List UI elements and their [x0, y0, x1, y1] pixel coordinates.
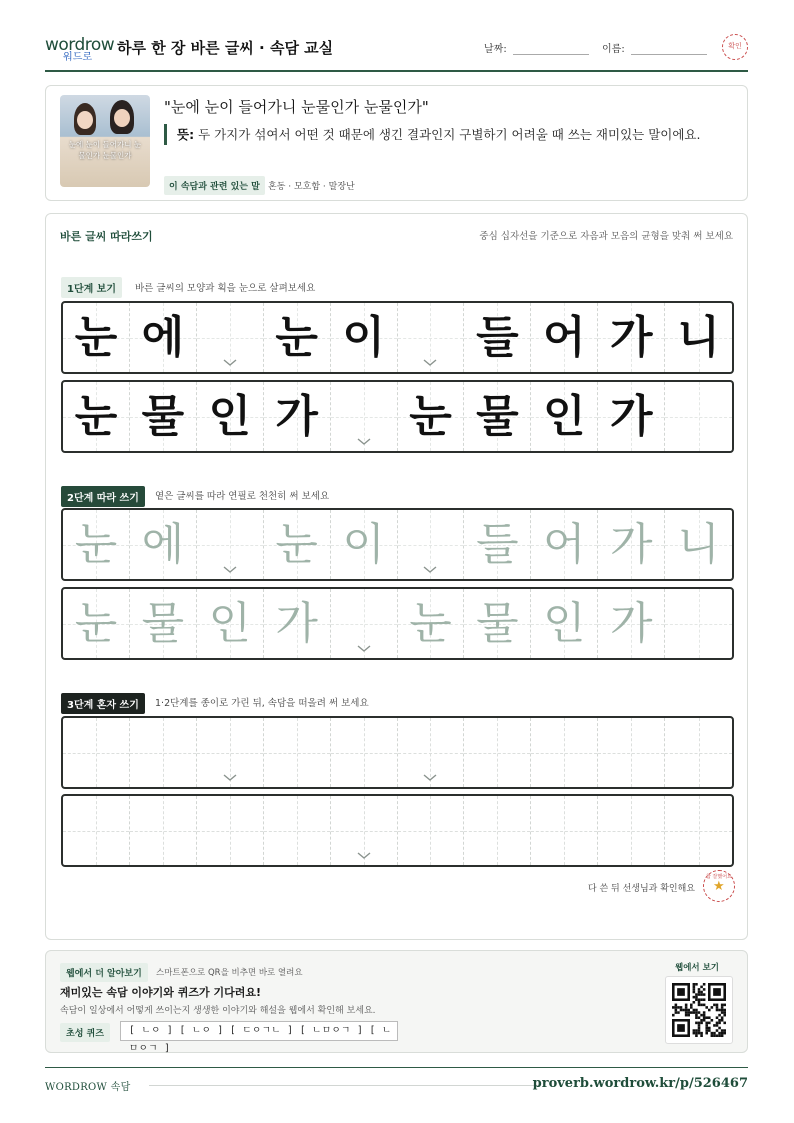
grid-cell[interactable] — [665, 510, 732, 579]
grid-character: 니 — [677, 518, 720, 570]
meaning-text: 두 가지가 섞여서 어떤 것 때문에 생긴 결과인지 구별하기 어려울 때 쓰는 재미있는 말이에요. — [198, 127, 701, 142]
grid-cell[interactable] — [264, 796, 331, 865]
step2-tag: 2단계 따라 쓰기 — [61, 486, 145, 507]
grid-cell — [531, 303, 598, 372]
step3-row-1[interactable] — [61, 716, 734, 789]
illustration-face-boy — [114, 109, 130, 127]
space-mark-icon — [357, 438, 371, 445]
footer-brand: WORDROW 속담 — [45, 1082, 131, 1093]
grid-character: 인 — [208, 390, 252, 442]
illustration-caption: 눈에 눈이 들어가니 눈물인가 눈물인가 — [68, 140, 142, 160]
grid-cell[interactable] — [264, 510, 331, 579]
practice-title: 바른 글씨 따라쓰기 — [60, 230, 153, 243]
step2-desc: 옅은 글씨를 따라 연필로 천천히 써 보세요 — [155, 491, 330, 502]
proverb-text: "눈에 눈이 들어가니 눈물인가 눈물인가" — [164, 98, 429, 116]
grid-character: 어 — [543, 311, 586, 363]
illustration-face-girl — [77, 111, 93, 129]
grid-cell — [598, 382, 665, 451]
grid-character: 물 — [141, 390, 185, 442]
grid-character: 가 — [609, 518, 653, 570]
grid-character: 에 — [141, 311, 185, 363]
star-icon: ★ — [713, 879, 725, 894]
grid-cell — [331, 382, 398, 451]
grid-cell[interactable] — [398, 796, 465, 865]
grid-cell[interactable] — [598, 796, 665, 865]
date-label: 날짜: — [484, 44, 507, 55]
meaning-label: 뜻: — [177, 127, 195, 142]
grid-character: 눈 — [275, 518, 318, 570]
space-mark-icon — [223, 774, 237, 781]
web-more-tag: 웹에서 더 알아보기 — [60, 963, 148, 982]
grid-cell — [264, 382, 331, 451]
grid-cell[interactable] — [531, 589, 598, 658]
grid-cell — [464, 382, 531, 451]
grid-cell[interactable] — [598, 718, 665, 787]
grid-cell[interactable] — [197, 510, 264, 579]
grid-character: 들 — [476, 311, 519, 363]
grid-character: 눈 — [74, 518, 118, 570]
grid-cell[interactable] — [130, 589, 197, 658]
grid-cell — [598, 303, 665, 372]
grid-cell[interactable] — [197, 796, 264, 865]
space-mark-icon — [423, 566, 437, 573]
grid-character: 눈 — [275, 311, 318, 363]
grid-cell[interactable] — [331, 510, 398, 579]
grid-character: 이 — [342, 518, 385, 570]
step2-row-2[interactable] — [61, 587, 734, 660]
meaning-block — [164, 124, 734, 145]
well-done-stamp — [703, 870, 735, 902]
confirm-stamp: 확인 — [722, 34, 748, 60]
grid-cell[interactable] — [130, 510, 197, 579]
grid-cell — [398, 303, 465, 372]
step3-desc: 1·2단계를 종이로 가린 뒤, 속담을 떠올려 써 보세요 — [155, 698, 369, 709]
grid-character: 물 — [476, 390, 519, 442]
grid-character: 어 — [543, 518, 586, 570]
grid-cell[interactable] — [464, 510, 531, 579]
grid-cell[interactable] — [63, 796, 130, 865]
web-more-hint: 스마트폰으로 QR을 비추면 바로 열려요 — [156, 968, 303, 978]
wordrow-logo — [45, 35, 115, 63]
grid-cell[interactable] — [130, 796, 197, 865]
grid-cell — [63, 303, 130, 372]
step1-row-2 — [61, 380, 734, 453]
footer-rule — [149, 1085, 539, 1086]
page-title: 하루 한 장 바른 글씨 · 속담 교실 — [117, 39, 334, 57]
initial-quiz: [ ㄴㅇ ] [ ㄴㅇ ] [ ㄷㅇㄱㄴ ] [ ㄴㅁㅇㄱ ] [ ㄴㅁㅇㄱ ] — [120, 1021, 398, 1041]
grid-cell — [665, 382, 732, 451]
grid-cell[interactable] — [197, 718, 264, 787]
qr-code-icon — [672, 983, 726, 1037]
grid-cell — [398, 382, 465, 451]
grid-character: 들 — [476, 518, 519, 570]
grid-cell[interactable] — [398, 718, 465, 787]
practice-section — [45, 213, 748, 940]
step2-row-1[interactable] — [61, 508, 734, 581]
grid-cell[interactable] — [531, 510, 598, 579]
grid-cell[interactable] — [398, 510, 465, 579]
grid-cell[interactable] — [665, 796, 732, 865]
grid-cell — [531, 382, 598, 451]
grid-cell — [331, 303, 398, 372]
grid-character: 눈 — [74, 390, 118, 442]
grid-cell[interactable] — [331, 718, 398, 787]
logo-subtext: 워드로 — [63, 52, 92, 63]
qr-code[interactable] — [665, 976, 733, 1044]
grid-character: 눈 — [74, 597, 118, 649]
grid-character: 눈 — [409, 390, 452, 442]
name-label: 이름: — [602, 44, 625, 55]
quiz-tag: 초성 퀴즈 — [60, 1023, 110, 1042]
grid-cell[interactable] — [464, 796, 531, 865]
page-header — [45, 30, 748, 72]
grid-cell[interactable] — [598, 589, 665, 658]
grid-cell[interactable] — [331, 796, 398, 865]
practice-hint: 중심 십자선을 기준으로 자음과 모음의 균형을 맞춰 써 보세요 — [479, 231, 733, 242]
grid-cell[interactable] — [331, 589, 398, 658]
grid-character: 가 — [275, 597, 318, 649]
grid-cell[interactable] — [264, 718, 331, 787]
grid-cell[interactable] — [398, 589, 465, 658]
grid-cell[interactable] — [531, 796, 598, 865]
step3-tag: 3단계 혼자 쓰기 — [61, 693, 145, 714]
grid-cell[interactable] — [264, 589, 331, 658]
space-mark-icon — [357, 645, 371, 652]
grid-cell — [264, 303, 331, 372]
date-field[interactable] — [484, 40, 589, 55]
name-line[interactable] — [631, 45, 707, 55]
grid-cell[interactable] — [63, 589, 130, 658]
grid-cell[interactable] — [598, 510, 665, 579]
grid-cell[interactable] — [197, 589, 264, 658]
grid-cell[interactable] — [464, 589, 531, 658]
step3-row-2[interactable] — [61, 794, 734, 867]
well-done-stamp-text: 참 잘했어요 — [706, 874, 732, 880]
grid-cell[interactable] — [464, 718, 531, 787]
grid-cell — [130, 303, 197, 372]
space-mark-icon — [357, 852, 371, 859]
grid-character: 인 — [208, 597, 252, 649]
grid-character: 가 — [609, 390, 653, 442]
step1-desc: 바른 글씨의 모양과 획을 눈으로 살펴보세요 — [135, 283, 316, 294]
grid-character: 에 — [141, 518, 185, 570]
grid-cell — [665, 303, 732, 372]
grid-character: 가 — [275, 390, 318, 442]
page-footer — [45, 1067, 748, 1093]
grid-cell[interactable] — [63, 510, 130, 579]
grid-cell — [197, 303, 264, 372]
logo-text: wordrow — [45, 35, 115, 55]
related-tag: 이 속담과 관련 있는 말 — [164, 176, 265, 195]
grid-character: 가 — [609, 597, 653, 649]
proverb-card — [45, 85, 748, 201]
web-headline: 재미있는 속담 이야기와 퀴즈가 기다려요! — [60, 986, 261, 999]
web-more-box — [45, 950, 748, 1053]
proverb-illustration — [60, 95, 150, 187]
grid-character: 물 — [476, 597, 519, 649]
grid-character: 니 — [677, 311, 720, 363]
step1-tag: 1단계 보기 — [61, 277, 122, 298]
grid-cell — [63, 382, 130, 451]
date-line[interactable] — [513, 45, 589, 55]
grid-character: 이 — [342, 311, 385, 363]
grid-character: 물 — [141, 597, 185, 649]
space-mark-icon — [423, 774, 437, 781]
grid-cell[interactable] — [130, 718, 197, 787]
grid-cell — [197, 382, 264, 451]
space-mark-icon — [223, 359, 237, 366]
related-words: 혼동 · 모호함 · 말장난 — [268, 182, 355, 192]
grid-character: 눈 — [74, 311, 118, 363]
grid-cell — [130, 382, 197, 451]
grid-character: 가 — [609, 311, 653, 363]
grid-cell — [464, 303, 531, 372]
grid-cell[interactable] — [665, 589, 732, 658]
space-mark-icon — [423, 359, 437, 366]
teacher-note: 다 쓴 뒤 선생님과 확인해요 — [587, 884, 695, 894]
grid-character: 인 — [543, 390, 586, 442]
name-field[interactable] — [602, 40, 707, 55]
grid-cell[interactable] — [531, 718, 598, 787]
grid-cell[interactable] — [665, 718, 732, 787]
grid-character: 인 — [543, 597, 586, 649]
grid-cell[interactable] — [63, 718, 130, 787]
web-description: 속담이 일상에서 어떻게 쓰이는지 생생한 이야기와 해설을 웹에서 확인해 보세요. — [60, 1006, 376, 1016]
space-mark-icon — [223, 566, 237, 573]
grid-character: 눈 — [409, 597, 452, 649]
qr-label: 웹에서 보기 — [674, 963, 719, 973]
step1-row-1 — [61, 301, 734, 374]
footer-url[interactable]: proverb.wordrow.kr/p/526467 — [532, 1076, 748, 1091]
